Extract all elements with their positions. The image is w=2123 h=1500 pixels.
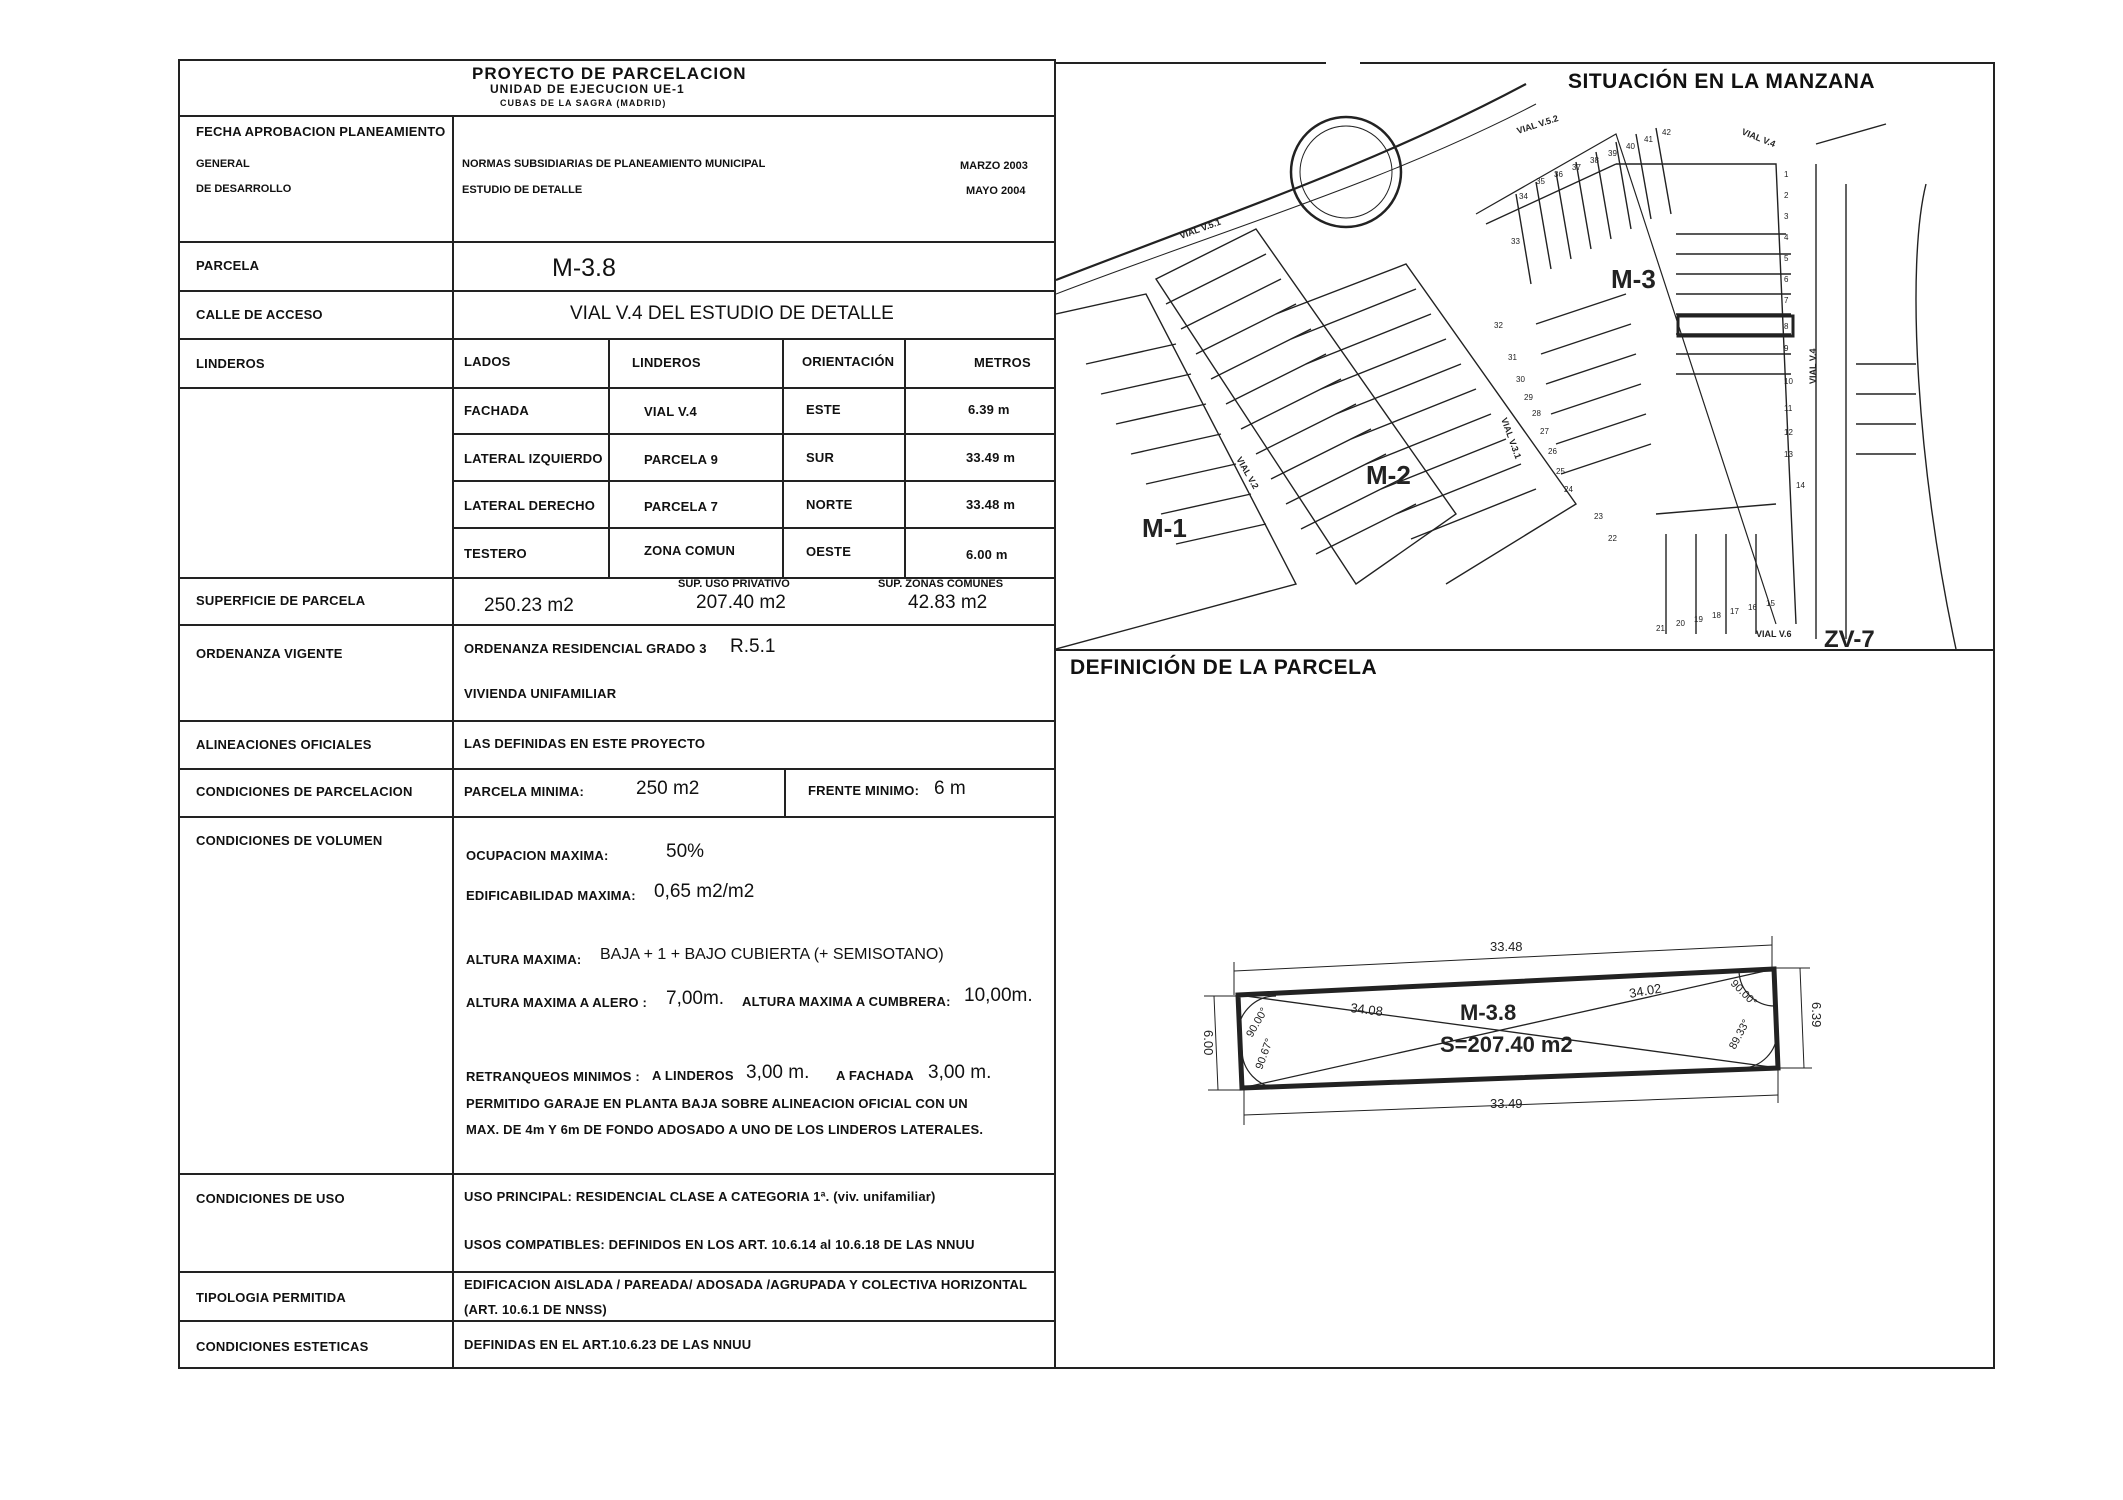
calle-label: CALLE DE ACCESO xyxy=(196,307,323,322)
site-label: VIAL V.2 xyxy=(1234,455,1261,491)
label-column-divider xyxy=(452,115,454,1368)
angle-br: 89.33° xyxy=(1727,1017,1753,1052)
col-header-orientacion: ORIENTACIÓN xyxy=(802,354,895,369)
superficie-total: 250.23 m2 xyxy=(484,595,574,616)
parcela-minima-label: PARCELA MINIMA: xyxy=(464,784,584,799)
section-divider xyxy=(1056,649,1995,651)
edificabilidad-value: 0,65 m2/m2 xyxy=(654,881,755,902)
lado-cell: LATERAL DERECHO xyxy=(464,498,596,513)
table-border-top xyxy=(178,59,1054,61)
orientacion-cell: ESTE xyxy=(806,402,841,417)
lot-number: 6 xyxy=(1784,275,1789,284)
superficie-comunes: 42.83 m2 xyxy=(908,592,988,613)
orientacion-cell: SUR xyxy=(806,450,835,465)
metros-cell: 33.49 m xyxy=(966,450,1016,465)
col-header-lados: LADOS xyxy=(464,354,511,369)
lado-cell: FACHADA xyxy=(464,403,529,418)
lot-number: 42 xyxy=(1662,128,1671,137)
linderos-label: LINDEROS xyxy=(196,356,265,371)
lot-number: 13 xyxy=(1784,450,1793,459)
fecha-label: FECHA APROBACION PLANEAMIENTO xyxy=(196,124,446,139)
angle-tr: 90.00° xyxy=(1727,977,1759,1009)
lot-number: 25 xyxy=(1556,467,1565,476)
lot-number: 2 xyxy=(1784,191,1789,200)
lot-number: 32 xyxy=(1494,321,1503,330)
lot-number: 36 xyxy=(1554,170,1563,179)
lot-number: 35 xyxy=(1536,177,1545,186)
desarrollo-text: ESTUDIO DE DETALLE xyxy=(462,184,583,196)
tipologia-label: TIPOLOGIA PERMITIDA xyxy=(196,1290,346,1305)
lot-number: 37 xyxy=(1572,163,1581,172)
uso-principal: USO PRINCIPAL: RESIDENCIAL CLASE A CATEGORIA 1ª. (viv. unifamiliar) xyxy=(464,1189,936,1204)
row-divider xyxy=(178,1173,1054,1175)
lado-cell: TESTERO xyxy=(464,546,527,561)
linderos-col-divider xyxy=(782,338,784,577)
dim-left: 6.00 xyxy=(1201,1030,1216,1056)
retranqueo-linderos-label: A LINDEROS xyxy=(652,1068,734,1083)
parcela-label: PARCELA xyxy=(196,258,260,273)
lot-number: 40 xyxy=(1626,142,1635,151)
lot-number: 4 xyxy=(1784,233,1789,242)
site-label: VIAL V.6 xyxy=(1756,629,1792,639)
lot-number: 21 xyxy=(1656,624,1665,633)
garaje-line-1: PERMITIDO GARAJE EN PLANTA BAJA SOBRE ALINEACION OFICIAL CON UN xyxy=(466,1096,968,1111)
ordenanza-label: ORDENANZA VIGENTE xyxy=(196,646,343,661)
lot-number: 34 xyxy=(1519,192,1528,201)
lot-number: 24 xyxy=(1564,485,1573,494)
general-date: MARZO 2003 xyxy=(960,160,1028,172)
parcelacion-label: CONDICIONES DE PARCELACION xyxy=(196,784,413,799)
lot-number: 26 xyxy=(1548,447,1557,456)
dim-diag-2: 34.02 xyxy=(1627,980,1663,1001)
site-plan xyxy=(1056,64,1993,649)
site-label: VIAL V.3.1 xyxy=(1499,416,1524,461)
altura-value: BAJA + 1 + BAJO CUBIERTA (+ SEMISOTANO) xyxy=(600,946,944,963)
lot-number: 39 xyxy=(1608,149,1617,158)
cumbrera-label: ALTURA MAXIMA A CUMBRERA: xyxy=(742,994,951,1009)
alero-value: 7,00m. xyxy=(666,988,725,1009)
dim-diag-1: 34.08 xyxy=(1349,1000,1384,1019)
col-header-linderos: LINDEROS xyxy=(632,355,701,370)
definicion-title: DEFINICIÓN DE LA PARCELA xyxy=(1070,656,1378,679)
col-header-metros: METROS xyxy=(974,355,1031,370)
header-location: CUBAS DE LA SAGRA (MADRID) xyxy=(500,98,667,108)
lot-number: 12 xyxy=(1784,428,1793,437)
lot-number: 14 xyxy=(1796,481,1805,490)
site-label: VIAL V.5.2 xyxy=(1515,113,1560,136)
lot-number: 28 xyxy=(1532,409,1541,418)
metros-cell: 6.00 m xyxy=(966,547,1008,562)
garaje-line-2: MAX. DE 4m Y 6m DE FONDO ADOSADO A UNO DE LOS LINDEROS LATERALES. xyxy=(466,1122,984,1137)
row-divider xyxy=(178,115,1054,117)
lot-number: 10 xyxy=(1784,377,1793,386)
parcel-surface: S=207.40 m2 xyxy=(1440,1032,1573,1057)
row-divider xyxy=(178,1320,1054,1322)
tipologia-line-2: (ART. 10.6.1 DE NNSS) xyxy=(464,1302,607,1317)
parcela-value: M-3.8 xyxy=(552,254,616,282)
metros-cell: 6.39 m xyxy=(968,402,1010,417)
row-divider xyxy=(178,338,1054,340)
alineaciones-label: ALINEACIONES OFICIALES xyxy=(196,737,372,752)
row-divider xyxy=(452,527,1054,529)
lot-number: 29 xyxy=(1524,393,1533,402)
lot-number: 23 xyxy=(1594,512,1603,521)
superficie-privado-label: SUP. USO PRIVATIVO xyxy=(678,578,790,590)
angle-bl: 90.67° xyxy=(1253,1036,1276,1072)
dim-right: 6.39 xyxy=(1809,1002,1824,1028)
ordenanza-code: R.5.1 xyxy=(730,636,776,657)
lindero-cell: PARCELA 9 xyxy=(644,452,719,467)
usos-compatibles: USOS COMPATIBLES: DEFINIDOS EN LOS ART. 10.6.14 al 10.6.18 DE LAS NNUU xyxy=(464,1237,975,1252)
lot-number: 16 xyxy=(1748,603,1757,612)
edificabilidad-label: EDIFICABILIDAD MAXIMA: xyxy=(466,888,636,903)
site-label: VIAL V.4 xyxy=(1808,348,1818,384)
volumen-label: CONDICIONES DE VOLUMEN xyxy=(196,833,383,848)
lot-number: 15 xyxy=(1766,599,1775,608)
general-text: NORMAS SUBSIDIARIAS DE PLANEAMIENTO MUNICIPAL xyxy=(462,158,766,170)
ordenanza-sub: VIVIENDA UNIFAMILIAR xyxy=(464,686,617,701)
general-label: GENERAL xyxy=(196,158,250,170)
block-label: ZV-7 xyxy=(1824,626,1875,649)
lot-number: 33 xyxy=(1511,237,1520,246)
dim-top: 33.48 xyxy=(1490,939,1523,954)
row-divider xyxy=(178,387,1054,389)
cumbrera-value: 10,00m. xyxy=(964,985,1033,1006)
block-label: M-2 xyxy=(1366,460,1411,490)
retranqueo-fachada-value: 3,00 m. xyxy=(928,1062,992,1083)
block-label: M-1 xyxy=(1142,513,1187,543)
lindero-cell: VIAL V.4 xyxy=(644,404,697,419)
parcela-minima-value: 250 m2 xyxy=(636,778,700,799)
alineaciones-value: LAS DEFINIDAS EN ESTE PROYECTO xyxy=(464,736,706,751)
row-divider xyxy=(178,624,1054,626)
superficie-comunes-label: SUP. ZONAS COMUNES xyxy=(878,578,1004,590)
row-divider xyxy=(178,720,1054,722)
block-label: M-3 xyxy=(1611,264,1656,294)
site-label: VIAL V.4 xyxy=(1740,126,1777,150)
linderos-col-divider xyxy=(904,338,906,577)
site-label: VIAL V.5.1 xyxy=(1178,216,1223,241)
header-title: PROYECTO DE PARCELACION xyxy=(472,64,747,83)
desarrollo-date: MAYO 2004 xyxy=(966,185,1026,197)
retranqueos-label: RETRANQUEOS MINIMOS : xyxy=(466,1069,640,1084)
right-panel-right xyxy=(1993,62,1995,1368)
row-divider xyxy=(178,816,1054,818)
lot-number: 11 xyxy=(1784,404,1793,413)
linderos-col-divider xyxy=(608,338,610,577)
frente-minimo-value: 6 m xyxy=(934,778,966,799)
parcel-diagram xyxy=(1190,920,1840,1140)
desarrollo-label: DE DESARROLLO xyxy=(196,183,292,195)
lot-number: 1 xyxy=(1784,170,1789,179)
table-border-bottom xyxy=(178,1367,1054,1369)
ocupacion-value: 50% xyxy=(666,841,705,862)
ordenanza-text: ORDENANZA RESIDENCIAL GRADO 3 xyxy=(464,641,707,656)
row-divider xyxy=(178,241,1054,243)
lot-number: 38 xyxy=(1590,156,1599,165)
frente-minimo-label: FRENTE MINIMO: xyxy=(808,783,920,798)
lot-number: 41 xyxy=(1644,135,1653,144)
row-divider xyxy=(178,768,1054,770)
lot-number: 19 xyxy=(1694,615,1703,624)
ocupacion-label: OCUPACION MAXIMA: xyxy=(466,848,609,863)
lot-number: 22 xyxy=(1608,534,1617,543)
parcel-id: M-3.8 xyxy=(1460,1000,1517,1025)
angle-tl: 90.00° xyxy=(1244,1005,1271,1040)
retranqueo-fachada-label: A FACHADA xyxy=(836,1068,914,1083)
uso-label: CONDICIONES DE USO xyxy=(196,1191,345,1206)
right-panel-bottom xyxy=(1056,1367,1995,1369)
parcelacion-col-divider xyxy=(784,768,786,816)
lado-cell: LATERAL IZQUIERDO xyxy=(464,451,603,466)
lot-number: 3 xyxy=(1784,212,1789,221)
esteticas-label: CONDICIONES ESTETICAS xyxy=(196,1339,369,1354)
metros-cell: 33.48 m xyxy=(966,497,1016,512)
calle-value: VIAL V.4 DEL ESTUDIO DE DETALLE xyxy=(570,303,894,324)
retranqueo-linderos-value: 3,00 m. xyxy=(746,1062,810,1083)
row-divider xyxy=(178,290,1054,292)
altura-label: ALTURA MAXIMA: xyxy=(466,952,582,967)
tipologia-line-1: EDIFICACION AISLADA / PAREADA/ ADOSADA /AGRUPADA Y COLECTIVA HORIZONTAL xyxy=(464,1277,1028,1292)
lot-number: 8 xyxy=(1784,322,1789,331)
lot-number: 27 xyxy=(1540,427,1549,436)
lot-number: 5 xyxy=(1784,254,1789,263)
lindero-cell: PARCELA 7 xyxy=(644,499,719,514)
superficie-label: SUPERFICIE DE PARCELA xyxy=(196,593,366,608)
lot-number: 31 xyxy=(1508,353,1517,362)
lot-number: 9 xyxy=(1784,344,1789,353)
orientacion-cell: OESTE xyxy=(806,544,852,559)
situacion-title: SITUACIÓN EN LA MANZANA xyxy=(1564,70,1879,94)
esteticas-value: DEFINIDAS EN EL ART.10.6.23 DE LAS NNUU xyxy=(464,1337,752,1352)
lot-number: 7 xyxy=(1784,296,1789,305)
row-divider xyxy=(178,1271,1054,1273)
orientacion-cell: NORTE xyxy=(806,497,853,512)
superficie-privado: 207.40 m2 xyxy=(696,592,786,613)
lot-number: 17 xyxy=(1730,607,1739,616)
dim-bottom: 33.49 xyxy=(1490,1096,1523,1111)
lot-number: 18 xyxy=(1712,611,1721,620)
lot-number: 30 xyxy=(1516,375,1525,384)
header-subtitle: UNIDAD DE EJECUCION UE-1 xyxy=(490,82,685,96)
alero-label: ALTURA MAXIMA A ALERO : xyxy=(466,995,648,1010)
lindero-cell: ZONA COMUN xyxy=(644,543,736,558)
row-divider xyxy=(452,433,1054,435)
lot-number: 20 xyxy=(1676,619,1685,628)
row-divider xyxy=(452,480,1054,482)
